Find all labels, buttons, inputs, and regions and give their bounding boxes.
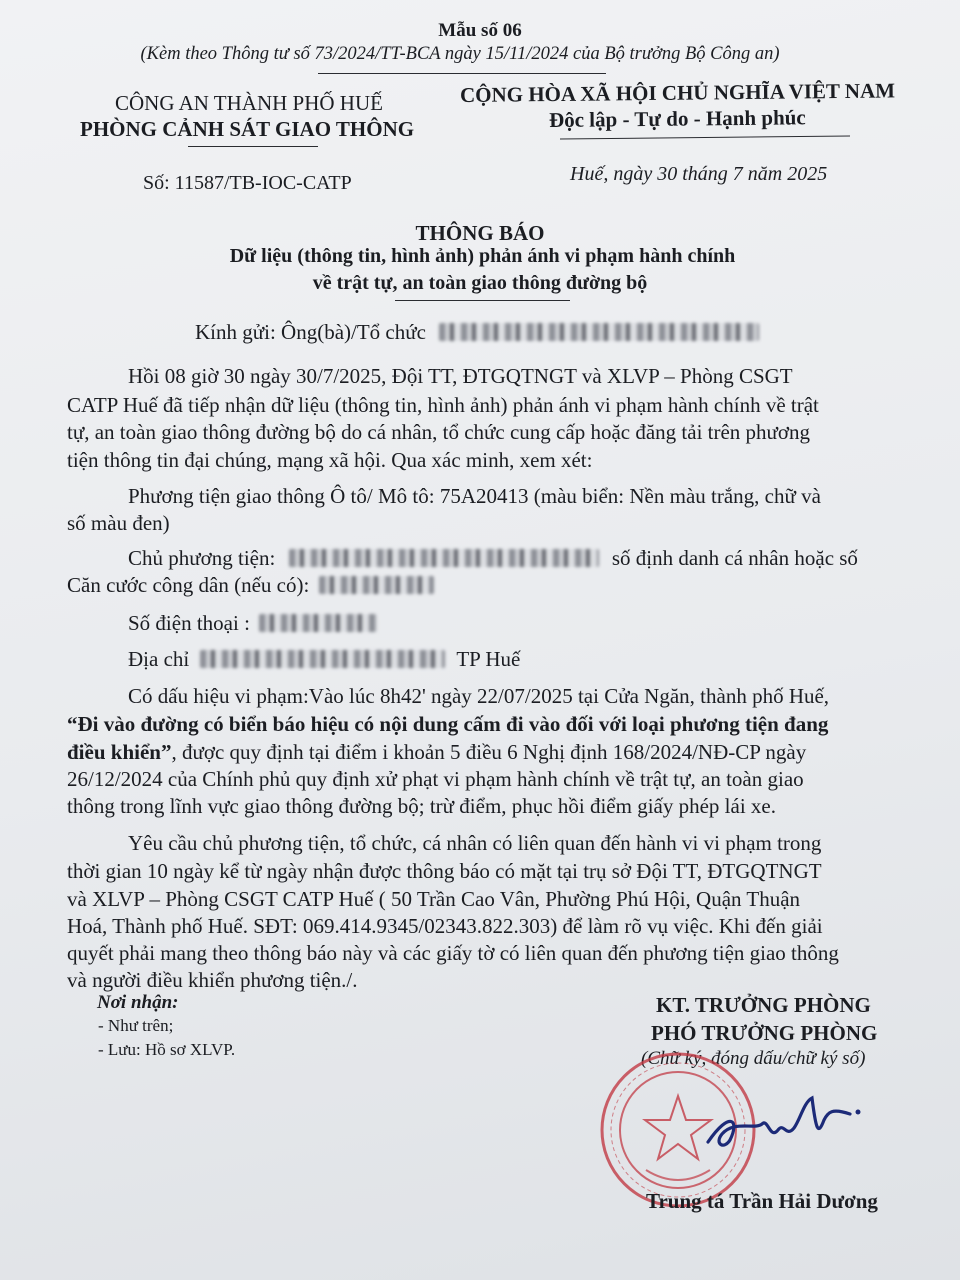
body-line: tiện thông tin đại chúng, mạng xã hội. Qua xác minh, xem xét: bbox=[67, 448, 593, 472]
violation-line: 26/12/2024 của Chính phủ quy định xử phạt vi phạm hành chính về trật tự, an toàn giao bbox=[67, 767, 804, 791]
violation-bold-line: “Đi vào đường có biển báo hiệu có nội dung cấm đi vào đối với loại phương tiện đang bbox=[67, 712, 829, 736]
violation-line: Có dấu hiệu vi phạm:Vào lúc 8h42' ngày 22/07/2025 tại Cửa Ngăn, thành phố Huế, bbox=[128, 684, 830, 708]
body-line: CATP Huế đã tiếp nhận dữ liệu (thông tin, hình ảnh) phản ánh vi phạm hành chính về trật bbox=[67, 393, 819, 417]
recipient-item: - Như trên; bbox=[98, 1016, 174, 1035]
phone-line bbox=[128, 609, 377, 638]
owner-label: Chủ phương tiện: bbox=[128, 546, 276, 570]
violation-bold-end: điều khiển” bbox=[67, 740, 172, 764]
agency-name: CÔNG AN THÀNH PHỐ HUẾ bbox=[115, 91, 383, 115]
request-line: và XLVP – Phòng CSGT CATP Huế ( 50 Trần Cao Vân, Phường Phú Hội, Quận Thuận bbox=[67, 887, 801, 911]
signer-name: Trung tá Trần Hải Dương bbox=[646, 1189, 878, 1213]
notice-subtitle-2: về trật tự, an toàn giao thông đường bộ bbox=[312, 272, 648, 294]
nation-motto: Độc lập - Tự do - Hạnh phúc bbox=[548, 105, 806, 132]
address-line bbox=[128, 645, 520, 674]
divider bbox=[318, 73, 606, 74]
recipient-line bbox=[195, 318, 759, 347]
notice-subtitle-1: Dữ liệu (thông tin, hình ảnh) phản ánh vi phạm hành chính bbox=[229, 245, 736, 267]
violation-line: thông trong lĩnh vực giao thông đường bộ; trừ điểm, phục hồi điểm giấy phép lái xe. bbox=[67, 794, 776, 818]
divider bbox=[395, 300, 570, 301]
recipients-title: Nơi nhận: bbox=[97, 992, 179, 1013]
request-line: quyết phải mang theo thông báo này và các giấy tờ có liên quan đến phương tiện giao thông bbox=[67, 941, 839, 965]
redacted-owner bbox=[289, 549, 599, 567]
request-line: thời gian 10 ngày kể từ ngày nhận được thông báo có mặt tại trụ sở Đội TT, ĐTGQTNGT bbox=[67, 859, 822, 883]
redacted-address bbox=[200, 650, 445, 668]
violation-line bbox=[67, 738, 806, 767]
signer-position: PHÓ TRƯỞNG PHÒNG bbox=[651, 1021, 878, 1045]
document-number: Số: 11587/TB-IOC-CATP bbox=[143, 172, 352, 194]
recipient-item: - Lưu: Hồ sơ XLVP. bbox=[98, 1040, 236, 1059]
phone-label: Số điện thoại : bbox=[128, 611, 250, 635]
nation-title: CỘNG HÒA XÃ HỘI CHỦ NGHĨA VIỆT NAM bbox=[459, 78, 896, 107]
request-line: Hoá, Thành phố Huế. SĐT: 069.414.9345/02343.822.303) để làm rõ vụ việc. Khi đến giải bbox=[67, 914, 823, 938]
address-label: Địa chỉ bbox=[128, 647, 190, 671]
address-suffix: TP Huế bbox=[456, 647, 521, 671]
place-date: Huế, ngày 30 tháng 7 năm 2025 bbox=[570, 163, 828, 185]
signature-note: (Chữ ký, đóng dấu/chữ ký số) bbox=[641, 1048, 866, 1069]
citizen-id-line bbox=[67, 571, 434, 600]
department-name: PHÒNG CẢNH SÁT GIAO THÔNG bbox=[80, 117, 415, 141]
redacted-recipient bbox=[439, 323, 759, 341]
form-number: Mẫu số 06 bbox=[438, 20, 522, 41]
divider bbox=[188, 146, 318, 147]
owner-id-text: số định danh cá nhân hoặc số bbox=[611, 546, 858, 570]
citizen-id-label: Căn cước công dân (nếu có): bbox=[67, 573, 310, 597]
owner-line bbox=[128, 544, 858, 573]
recipient-label: Kính gửi: Ông(bà)/Tổ chức bbox=[195, 320, 426, 344]
request-line: và người điều khiển phương tiện./. bbox=[67, 968, 358, 992]
redacted-phone bbox=[259, 614, 377, 632]
signature-icon bbox=[700, 1090, 870, 1160]
notice-title: THÔNG BÁO bbox=[415, 221, 545, 245]
request-line: Yêu cầu chủ phương tiện, tổ chức, cá nhân có liên quan đến hành vi vi phạm trong bbox=[128, 831, 822, 855]
redacted-citizen-id bbox=[319, 576, 434, 594]
vehicle-line: Phương tiện giao thông Ô tô/ Mô tô: 75A20413 (màu biển: Nền màu trắng, chữ và bbox=[128, 484, 821, 508]
divider bbox=[560, 135, 850, 139]
form-attached-note: (Kèm theo Thông tư số 73/2024/TT-BCA ngày 15/11/2024 của Bộ trưởng Bộ Công an) bbox=[140, 44, 780, 64]
body-line: Hồi 08 giờ 30 ngày 30/7/2025, Đội TT, ĐTGQTNGT và XLVP – Phòng CSGT bbox=[128, 364, 793, 388]
signer-authority: KT. TRƯỞNG PHÒNG bbox=[656, 993, 871, 1017]
body-line: tự, an toàn giao thông đường bộ do cá nhân, tổ chức cung cấp hoặc đăng tải trên phương bbox=[67, 420, 811, 444]
vehicle-line: số màu đen) bbox=[67, 511, 170, 535]
violation-rest: , được quy định tại điểm i khoản 5 điều 6 Nghị định 168/2024/NĐ-CP ngày bbox=[171, 740, 807, 764]
